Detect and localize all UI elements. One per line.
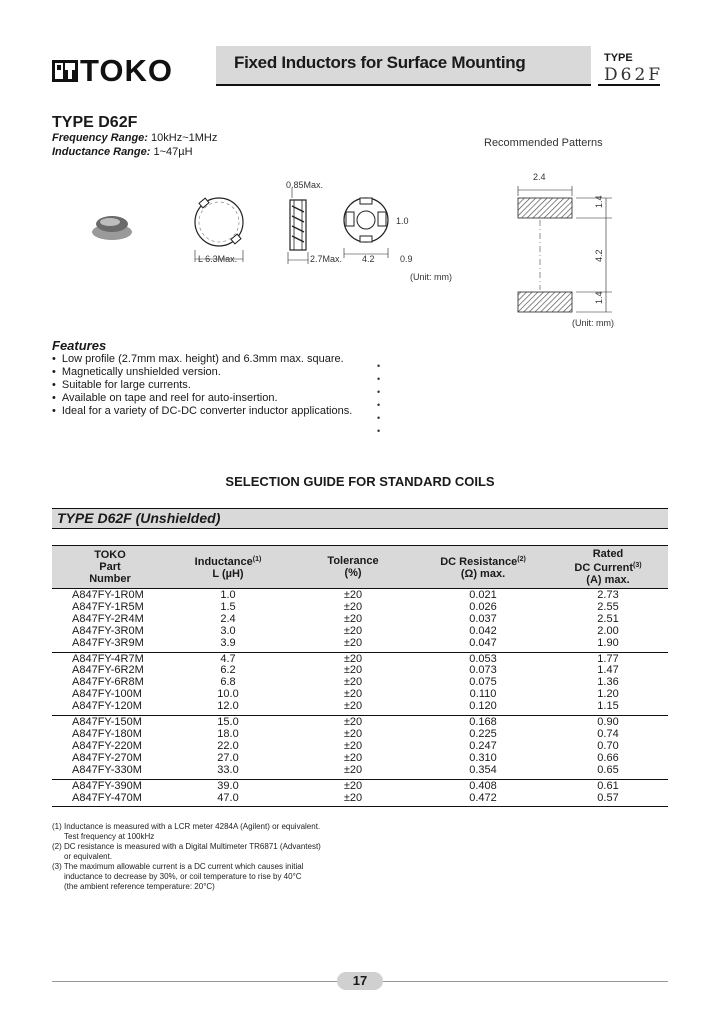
tolerance-cell: ±20	[343, 791, 363, 804]
inductor-photo	[88, 208, 136, 242]
logo-text: TOKO	[80, 53, 173, 88]
inductance-cell: 6.8	[220, 676, 236, 689]
inductance-cell: 47.0	[217, 791, 239, 804]
inductance-range	[52, 146, 193, 158]
tolerance-cell: ±20	[343, 600, 363, 613]
part-number-cell: A847FY-100M	[72, 688, 142, 701]
pattern-bottom-dimension: 1.4	[594, 291, 604, 304]
inductance-cell: 39.0	[168, 779, 288, 792]
inductance-cell: 2.4	[220, 612, 236, 625]
dc-resistance-cell: 0.110	[469, 688, 497, 701]
footer	[52, 972, 668, 990]
tolerance-cell: ±20	[288, 589, 418, 602]
dc-resistance-cell: 0.042	[469, 624, 497, 637]
inductance-value: 1~47µH	[153, 146, 193, 158]
dc-resistance-cell: 0.021	[418, 589, 548, 602]
table-row	[52, 652, 668, 665]
pad-height-dimension: 1.0	[396, 216, 409, 226]
type-badge	[598, 46, 664, 86]
dc-resistance-cell: 0.247	[469, 739, 497, 752]
dc-resistance-cell: 0.075	[469, 676, 497, 689]
tolerance-cell: ±20	[343, 763, 363, 776]
part-number-cell: A847FY-3R0M	[72, 624, 144, 637]
rated-current-cell: 0.70	[597, 739, 619, 752]
part-number-cell: A847FY-180M	[72, 727, 142, 740]
table-row	[52, 779, 668, 792]
part-number-cell: A847FY-4R7M	[52, 652, 168, 665]
dc-resistance-cell: 0.073	[469, 664, 497, 677]
dc-resistance-cell: 0.408	[418, 779, 548, 792]
title-bar	[216, 46, 591, 86]
list-item: • Available on tape and reel for auto-insertion.	[52, 392, 352, 405]
footnote-2: (2) DC resistance is measured with a Digital Multimeter TR6871 (Advantest)	[52, 842, 321, 851]
rated-current-cell: 1.20	[597, 688, 619, 701]
pattern-width-dimension: 2.4	[533, 172, 546, 182]
footnote-3-cont: inductance to decrease by 30%, or coil temperature to rise by 40°C	[64, 872, 302, 881]
tolerance-cell: ±20	[288, 652, 418, 665]
toko-mark-icon	[52, 60, 78, 82]
inductance-cell: 1.0	[168, 589, 288, 602]
page-number: 17	[337, 972, 383, 990]
part-number-cell: A847FY-6R2M	[72, 664, 144, 677]
part-number-cell: A847FY-150M	[52, 716, 168, 729]
col-dc-resistance: DC Resistance$^{(2)}$ (Ω) max.	[418, 546, 548, 589]
rated-current-cell: 2.00	[597, 624, 619, 637]
table-header-row	[52, 546, 668, 589]
dc-resistance-cell: 0.472	[469, 791, 497, 804]
subheading: TYPE D62F (Unshielded)	[57, 510, 221, 526]
tolerance-cell: ±20	[343, 664, 363, 677]
rated-current-cell: 1.90	[597, 636, 619, 649]
dc-resistance-cell: 0.120	[469, 700, 497, 713]
tolerance-cell: ±20	[343, 676, 363, 689]
rated-current-cell: 0.61	[548, 779, 668, 792]
dc-resistance-cell: 0.026	[469, 600, 497, 613]
rated-current-cell: 2.51	[597, 612, 619, 625]
inductance-cell: 6.2	[220, 664, 236, 677]
dc-resistance-cell: 0.168	[418, 716, 548, 729]
features-heading: Features	[52, 338, 107, 353]
dc-resistance-cell: 0.310	[469, 751, 497, 764]
pattern-top-dimension: 1.4	[594, 195, 604, 208]
col-tolerance: Tolerance (%)	[288, 546, 418, 589]
pad-offset-dimension: 0.9	[400, 254, 413, 264]
bullet-dots-decoration: • • • • • •	[377, 361, 381, 436]
dc-resistance-cell: 0.354	[469, 763, 497, 776]
tolerance-cell: ±20	[343, 739, 363, 752]
type-label: TYPE	[604, 52, 633, 64]
part-number-cell: A847FY-3R9M	[72, 636, 144, 649]
inductance-cell: 33.0	[217, 763, 239, 776]
tolerance-cell: ±20	[343, 751, 363, 764]
table-row	[52, 614, 668, 626]
footnote-3: (3) The maximum allowable current is a DC current which causes initial	[52, 862, 304, 871]
part-number-cell: A847FY-1R5M	[72, 600, 144, 613]
footnote-1-cont: Test frequency at 100kHz	[64, 832, 155, 841]
list-item: • Ideal for a variety of DC-DC converter inductor applications.	[52, 405, 352, 418]
table-row	[52, 716, 668, 729]
frequency-range	[52, 132, 217, 144]
rated-current-cell: 1.36	[597, 676, 619, 689]
tolerance-cell: ±20	[343, 688, 363, 701]
thickness-dimension: 2.7Max.	[310, 254, 343, 264]
footnote-2-cont: or equivalent.	[64, 852, 113, 861]
rated-current-cell: 2.55	[597, 600, 619, 613]
list-item: • Low profile (2.7mm max. height) and 6.3mm max. square.	[52, 353, 352, 366]
tolerance-cell: ±20	[288, 779, 418, 792]
footnote-1: (1) Inductance is measured with a LCR meter 4284A (Agilent) or equivalent.	[52, 822, 321, 831]
part-number-cell: A847FY-2R4M	[72, 612, 144, 625]
part-number-cell: A847FY-220M	[72, 739, 142, 752]
rated-current-cell: 0.65	[597, 763, 619, 776]
selection-guide-heading: SELECTION GUIDE FOR STANDARD COILS	[225, 474, 495, 489]
inductance-label: Inductance Range:	[52, 146, 151, 158]
part-number-cell: A847FY-330M	[72, 763, 142, 776]
selection-table	[52, 545, 668, 807]
tolerance-cell: ±20	[343, 624, 363, 637]
dc-resistance-cell: 0.047	[469, 636, 497, 649]
inductance-cell: 18.0	[217, 727, 239, 740]
type-code: D62F	[604, 65, 664, 85]
inductance-cell: 12.0	[217, 700, 239, 713]
table-row	[52, 741, 668, 753]
drawing-unit-note: (Unit: mm)	[410, 272, 452, 282]
rated-current-cell: 1.77	[548, 652, 668, 665]
rated-current-cell: 1.15	[597, 700, 619, 713]
inductance-cell: 1.5	[220, 600, 236, 613]
rated-current-cell: 2.73	[548, 589, 668, 602]
frequency-label: Frequency Range:	[52, 132, 148, 144]
rated-current-cell: 1.47	[597, 664, 619, 677]
inductance-cell: 22.0	[217, 739, 239, 752]
inductance-cell: 3.9	[220, 636, 236, 649]
rated-current-cell: 0.74	[597, 727, 619, 740]
part-number-cell: A847FY-1R0M	[52, 589, 168, 602]
width-dimension: L 6.3Max.	[198, 254, 238, 264]
tolerance-cell: ±20	[343, 700, 363, 713]
part-number-cell: A847FY-390M	[52, 779, 168, 792]
pattern-unit-note: (Unit: mm)	[572, 318, 614, 328]
table-row	[52, 753, 668, 765]
height-dimension: 0.85Max.	[286, 180, 324, 190]
inductance-cell: 10.0	[217, 688, 239, 701]
dc-resistance-cell: 0.225	[469, 727, 497, 740]
list-item: • Suitable for large currents.	[52, 379, 352, 392]
tolerance-cell: ±20	[343, 612, 363, 625]
part-number-cell: A847FY-120M	[72, 700, 142, 713]
table-row	[52, 765, 668, 779]
part-number-cell: A847FY-270M	[72, 751, 142, 764]
tolerance-cell: ±20	[343, 727, 363, 740]
table-row	[52, 589, 668, 602]
part-number-cell: A847FY-6R8M	[72, 676, 144, 689]
rated-current-cell: 0.66	[597, 751, 619, 764]
list-item: • Magnetically unshielded version.	[52, 366, 352, 379]
recommended-patterns-title: Recommended Patterns	[484, 137, 603, 149]
table-row	[52, 626, 668, 638]
col-rated-current: Rated DC Current$^{(3)}$ (A) max.	[548, 546, 668, 589]
tolerance-cell: ±20	[288, 716, 418, 729]
toko-logo	[52, 53, 208, 87]
pattern-gap-dimension: 4.2	[594, 249, 604, 262]
inductance-cell: 27.0	[217, 751, 239, 764]
rated-current-cell: 0.57	[597, 791, 619, 804]
dc-resistance-cell: 0.037	[469, 612, 497, 625]
page-title: Fixed Inductors for Surface Mounting	[234, 53, 526, 72]
tolerance-cell: ±20	[343, 636, 363, 649]
rated-current-cell: 0.90	[548, 716, 668, 729]
part-number-cell: A847FY-470M	[72, 791, 142, 804]
table-row	[52, 793, 668, 807]
product-heading: TYPE D62F	[52, 114, 138, 131]
subheading-bar	[52, 508, 668, 529]
inductance-cell: 3.0	[220, 624, 236, 637]
dc-resistance-cell: 0.053	[418, 652, 548, 665]
inductance-cell: 15.0	[168, 716, 288, 729]
table-body	[52, 589, 668, 807]
frequency-value: 10kHz~1MHz	[151, 132, 218, 144]
pad-pitch-dimension: 4.2	[362, 254, 375, 264]
col-inductance: Inductance$^{(1)}$ L (µH)	[168, 546, 288, 589]
table-row	[52, 638, 668, 652]
table-row	[52, 701, 668, 715]
footnote-3-cont: (the ambient reference temperature: 20°C)	[64, 882, 215, 891]
bottom-view-drawing	[334, 190, 400, 260]
col-part-number: TOKO Part Number	[52, 546, 168, 589]
inductance-cell: 4.7	[168, 652, 288, 665]
features-list	[52, 353, 352, 418]
footnotes	[52, 822, 352, 892]
